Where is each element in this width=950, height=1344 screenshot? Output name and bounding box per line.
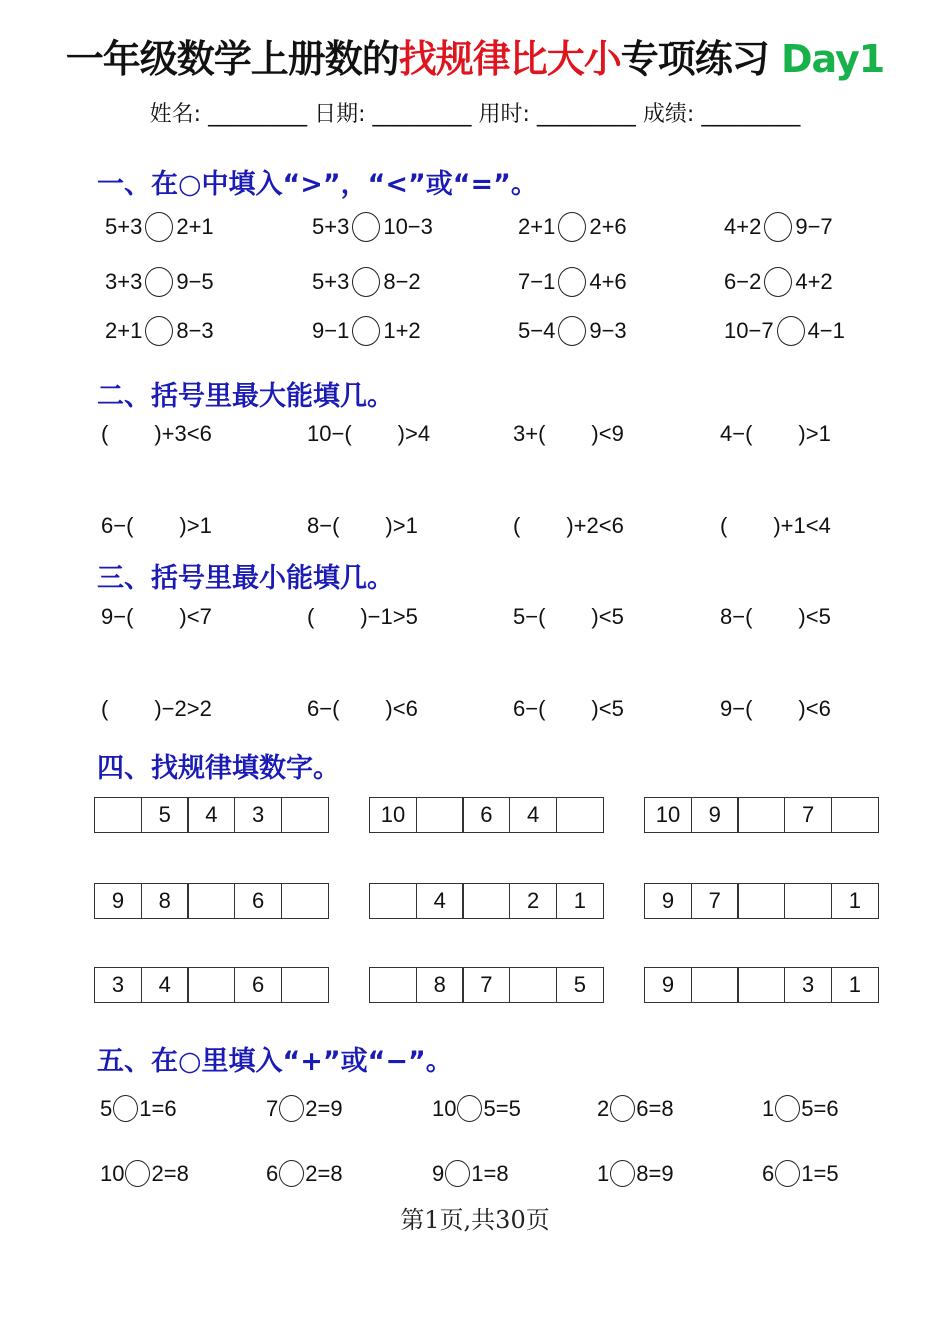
first-number: 5 <box>100 1095 113 1121</box>
empty-cell[interactable] <box>369 967 417 1003</box>
number-cell: 6 <box>462 797 510 833</box>
operator-problem <box>597 1160 674 1187</box>
section-4-heading: 四、找规律填数字。 <box>97 753 340 784</box>
first-number: 1 <box>597 1160 610 1186</box>
right-expression: 1+2 <box>383 318 421 343</box>
expression-start: 6−( <box>101 513 134 538</box>
expression-end: )+1<4 <box>773 513 831 538</box>
bracket-problem <box>513 421 624 447</box>
section-1-heading: 一、在○中填入“>”，“<”或“=”。 <box>97 169 538 200</box>
empty-cell[interactable] <box>556 797 604 833</box>
expression-start: 5−( <box>513 604 546 629</box>
empty-cell[interactable] <box>281 883 329 919</box>
date-label: 日期: <box>314 102 366 127</box>
bracket-problem <box>307 696 418 722</box>
right-expression: 4+2 <box>795 269 833 294</box>
number-cell: 5 <box>141 797 189 833</box>
expression-end: )<6 <box>798 696 831 721</box>
number-cell: 6 <box>234 883 282 919</box>
left-expression: 3+3 <box>105 269 143 294</box>
expression-end: )>1 <box>385 513 418 538</box>
bracket-problem <box>720 696 831 722</box>
equation-rest: 1=6 <box>139 1095 177 1121</box>
operator-circle[interactable] <box>445 1160 470 1187</box>
compare-problem <box>105 316 214 346</box>
sequence-boxes <box>644 797 879 833</box>
left-expression: 5+3 <box>105 214 143 239</box>
empty-cell[interactable] <box>281 797 329 833</box>
compare-problem <box>724 212 833 242</box>
answer-circle[interactable] <box>558 212 586 242</box>
operator-problem <box>266 1160 343 1187</box>
expression-end: )−1>5 <box>360 604 418 629</box>
left-expression: 9−1 <box>312 318 350 343</box>
number-cell: 8 <box>141 883 189 919</box>
compare-problem <box>724 267 833 297</box>
number-cell: 7 <box>691 883 739 919</box>
bracket-problem <box>513 513 624 539</box>
first-number: 6 <box>266 1160 279 1186</box>
worksheet-title <box>0 28 950 83</box>
name-blank[interactable]: _________ <box>208 102 308 127</box>
expression-start: 9−( <box>101 604 134 629</box>
name-label: 姓名: <box>149 102 202 127</box>
right-expression: 8−3 <box>176 318 214 343</box>
title-day: Day1 <box>781 37 885 81</box>
bracket-problem <box>307 421 430 447</box>
operator-problem <box>597 1095 674 1122</box>
time-blank[interactable]: _________ <box>536 102 636 127</box>
right-expression: 4+6 <box>589 269 627 294</box>
expression-end: )>1 <box>798 421 831 446</box>
expression-start: ( <box>720 513 728 538</box>
right-expression: 4−1 <box>807 318 845 343</box>
first-number: 10 <box>100 1160 125 1186</box>
expression-end: )<7 <box>179 604 212 629</box>
number-cell: 4 <box>416 883 464 919</box>
number-cell: 1 <box>831 883 879 919</box>
bracket-problem <box>101 604 212 630</box>
expression-end: )+3<6 <box>154 421 212 446</box>
expression-start: ( <box>101 421 109 446</box>
right-expression: 8−2 <box>383 269 421 294</box>
bracket-problem <box>513 604 624 630</box>
number-cell: 7 <box>462 967 510 1003</box>
left-expression: 5+3 <box>312 214 350 239</box>
compare-problem <box>518 212 627 242</box>
answer-circle[interactable] <box>352 212 380 242</box>
empty-cell[interactable] <box>509 967 557 1003</box>
operator-circle[interactable] <box>610 1095 635 1122</box>
expression-start: 6−( <box>307 696 340 721</box>
sequence-boxes <box>94 967 329 1003</box>
operator-problem <box>762 1095 839 1122</box>
operator-circle[interactable] <box>279 1095 304 1122</box>
number-cell: 1 <box>556 883 604 919</box>
operator-circle[interactable] <box>610 1160 635 1187</box>
expression-start: ( <box>101 696 109 721</box>
empty-cell[interactable] <box>416 797 464 833</box>
number-cell: 4 <box>141 967 189 1003</box>
left-expression: 2+1 <box>518 214 556 239</box>
empty-cell[interactable] <box>369 883 417 919</box>
operator-problem <box>266 1095 343 1122</box>
operator-circle[interactable] <box>113 1095 138 1122</box>
operator-circle[interactable] <box>279 1160 304 1187</box>
answer-circle[interactable] <box>145 267 173 297</box>
expression-end: )−2>2 <box>154 696 212 721</box>
operator-problem <box>432 1160 509 1187</box>
answer-circle[interactable] <box>558 267 586 297</box>
bracket-problem <box>101 696 212 722</box>
sequence-boxes <box>94 883 329 919</box>
number-cell: 7 <box>784 797 832 833</box>
section-2-heading: 二、括号里最大能填几。 <box>97 381 394 412</box>
date-blank[interactable]: _________ <box>372 102 472 127</box>
expression-end: )>4 <box>397 421 431 446</box>
number-cell: 8 <box>416 967 464 1003</box>
equation-rest: 2=9 <box>305 1095 343 1121</box>
number-cell: 9 <box>94 883 142 919</box>
number-cell: 3 <box>234 797 282 833</box>
sequence-boxes <box>369 967 604 1003</box>
empty-cell[interactable] <box>187 967 235 1003</box>
expression-start: ( <box>513 513 521 538</box>
expression-start: 8−( <box>720 604 753 629</box>
first-number: 7 <box>266 1095 279 1121</box>
number-cell: 9 <box>644 967 692 1003</box>
number-cell: 5 <box>556 967 604 1003</box>
equation-rest: 2=8 <box>151 1160 189 1186</box>
bracket-problem <box>307 513 418 539</box>
expression-start: 9−( <box>720 696 753 721</box>
right-expression: 10−3 <box>383 214 433 239</box>
title-prefix: 一年级数学上册数的 <box>65 37 399 81</box>
compare-problem <box>105 267 214 297</box>
first-number: 9 <box>432 1160 445 1186</box>
number-cell: 6 <box>234 967 282 1003</box>
expression-end: )<6 <box>385 696 418 721</box>
left-expression: 7−1 <box>518 269 556 294</box>
compare-problem <box>312 212 433 242</box>
operator-problem <box>432 1095 521 1122</box>
empty-cell[interactable] <box>737 797 785 833</box>
number-cell: 4 <box>509 797 557 833</box>
right-expression: 9−3 <box>589 318 627 343</box>
sequence-boxes <box>644 967 879 1003</box>
compare-problem <box>312 267 421 297</box>
left-expression: 5+3 <box>312 269 350 294</box>
left-expression: 10−7 <box>724 318 774 343</box>
title-suffix: 专项练习 <box>620 37 769 81</box>
right-expression: 9−5 <box>176 269 214 294</box>
score-label: 成绩: <box>642 102 695 127</box>
first-number: 10 <box>432 1095 457 1121</box>
operator-circle[interactable] <box>457 1095 482 1122</box>
first-number: 2 <box>597 1095 610 1121</box>
empty-cell[interactable] <box>784 883 832 919</box>
empty-cell[interactable] <box>831 797 879 833</box>
left-expression: 4+2 <box>724 214 762 239</box>
score-blank[interactable]: _________ <box>701 102 801 127</box>
expression-end: )<9 <box>591 421 624 446</box>
answer-circle[interactable] <box>352 316 380 346</box>
expression-start: ( <box>307 604 315 629</box>
equation-rest: 8=9 <box>636 1160 674 1186</box>
answer-circle[interactable] <box>777 316 805 346</box>
compare-problem <box>312 316 421 346</box>
number-cell: 3 <box>94 967 142 1003</box>
number-cell: 4 <box>187 797 235 833</box>
answer-circle[interactable] <box>764 267 792 297</box>
operator-problem <box>100 1160 189 1187</box>
sequence-boxes <box>94 797 329 833</box>
first-number: 1 <box>762 1095 775 1121</box>
bracket-problem <box>307 604 418 630</box>
operator-problem <box>762 1160 839 1187</box>
number-cell: 10 <box>369 797 417 833</box>
expression-start: 10−( <box>307 421 352 446</box>
empty-cell[interactable] <box>691 967 739 1003</box>
equation-rest: 2=8 <box>305 1160 343 1186</box>
left-expression: 2+1 <box>105 318 143 343</box>
empty-cell[interactable] <box>462 883 510 919</box>
operator-circle[interactable] <box>775 1160 800 1187</box>
answer-circle[interactable] <box>145 316 173 346</box>
number-cell: 10 <box>644 797 692 833</box>
equation-rest: 5=6 <box>801 1095 839 1121</box>
equation-rest: 1=5 <box>801 1160 839 1186</box>
right-expression: 2+6 <box>589 214 627 239</box>
equation-rest: 6=8 <box>636 1095 674 1121</box>
compare-problem <box>724 316 845 346</box>
number-cell: 2 <box>509 883 557 919</box>
bracket-problem <box>720 604 831 630</box>
answer-circle[interactable] <box>558 316 586 346</box>
compare-problem <box>518 267 627 297</box>
expression-end: )<5 <box>798 604 831 629</box>
number-cell: 9 <box>644 883 692 919</box>
sequence-boxes <box>369 797 604 833</box>
empty-cell[interactable] <box>187 883 235 919</box>
bracket-problem <box>720 421 831 447</box>
expression-end: )<5 <box>591 604 624 629</box>
left-expression: 6−2 <box>724 269 762 294</box>
answer-circle[interactable] <box>352 267 380 297</box>
sequence-boxes <box>644 883 879 919</box>
number-cell: 3 <box>784 967 832 1003</box>
compare-problem <box>105 212 214 242</box>
bracket-problem <box>513 696 624 722</box>
bracket-problem <box>720 513 831 539</box>
expression-start: 8−( <box>307 513 340 538</box>
title-highlight: 找规律比大小 <box>398 37 621 81</box>
bracket-problem <box>101 421 212 447</box>
number-cell: 1 <box>831 967 879 1003</box>
equation-rest: 5=5 <box>483 1095 521 1121</box>
expression-end: )<5 <box>591 696 624 721</box>
first-number: 6 <box>762 1160 775 1186</box>
empty-cell[interactable] <box>281 967 329 1003</box>
expression-end: )>1 <box>179 513 212 538</box>
number-cell: 9 <box>691 797 739 833</box>
equation-rest: 1=8 <box>471 1160 509 1186</box>
section-5-heading: 五、在○里填入“+”或“−”。 <box>97 1046 453 1077</box>
answer-circle[interactable] <box>145 212 173 242</box>
operator-problem <box>100 1095 177 1122</box>
section-3-heading: 三、括号里最小能填几。 <box>97 563 394 594</box>
sequence-boxes <box>369 883 604 919</box>
compare-problem <box>518 316 627 346</box>
expression-end: )+2<6 <box>566 513 624 538</box>
answer-circle[interactable] <box>764 212 792 242</box>
empty-cell[interactable] <box>737 967 785 1003</box>
bracket-problem <box>101 513 212 539</box>
time-label: 用时: <box>478 102 530 127</box>
expression-start: 6−( <box>513 696 546 721</box>
student-info-line <box>0 97 950 128</box>
operator-circle[interactable] <box>125 1160 150 1187</box>
right-expression: 2+1 <box>176 214 214 239</box>
expression-start: 3+( <box>513 421 546 446</box>
operator-circle[interactable] <box>775 1095 800 1122</box>
right-expression: 9−7 <box>795 214 833 239</box>
empty-cell[interactable] <box>94 797 142 833</box>
left-expression: 5−4 <box>518 318 556 343</box>
empty-cell[interactable] <box>737 883 785 919</box>
page-footer: 第1页,共30页 <box>400 1206 550 1234</box>
expression-start: 4−( <box>720 421 753 446</box>
